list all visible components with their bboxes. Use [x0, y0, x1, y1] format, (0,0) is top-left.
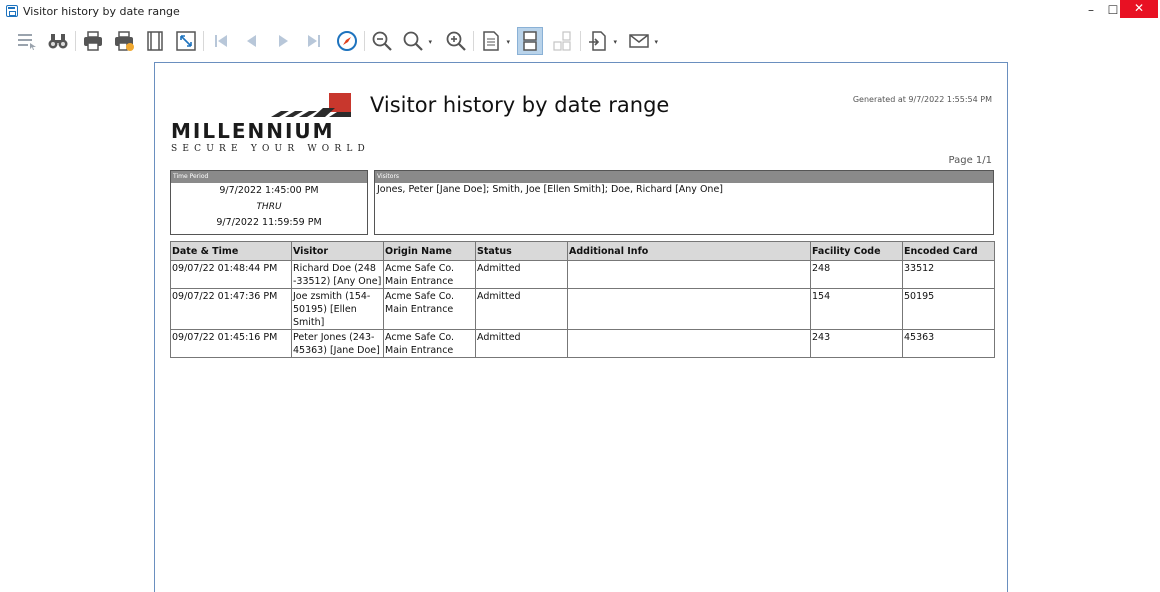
document-viewport[interactable] [0, 58, 1160, 586]
cell-visitor: Peter Jones (243-45363) [Jane Doe] [292, 330, 384, 358]
column-header-status: Status [476, 242, 568, 261]
column-header-origin-name: Origin Name [384, 242, 476, 261]
print-icon[interactable] [80, 27, 106, 55]
column-header-date-time: Date & Time [171, 242, 292, 261]
cell-encoded-card: 33512 [903, 261, 995, 289]
logo-mark-icon [171, 91, 381, 121]
visitors-header: Visitors [375, 171, 993, 183]
cell-date-time: 09/07/22 01:47:36 PM [171, 289, 292, 330]
maximize-button[interactable]: ☐ [1107, 3, 1119, 17]
logo-word: MILLENNIUM [171, 119, 335, 143]
quick-print-icon[interactable] [111, 27, 137, 55]
export-icon[interactable]: ▾ [585, 27, 611, 55]
table-row [171, 330, 995, 358]
visitors-value: Jones, Peter [Jane Doe]; Smith, Joe [Ellen Smith]; Doe, Richard [Any One] [377, 184, 723, 195]
cell-additional-info [568, 330, 811, 358]
time-period-end: 9/7/2022 11:59:59 PM [216, 217, 322, 228]
visitors-box [374, 170, 994, 235]
visitor-history-table [170, 241, 995, 358]
send-email-icon[interactable]: ▾ [626, 27, 652, 55]
report-page [154, 62, 1008, 592]
navigation-icon[interactable] [334, 27, 360, 55]
cell-visitor: Joe zsmith (154-50195) [Ellen Smith] [292, 289, 384, 330]
window-title: Visitor history by date range [23, 5, 180, 18]
minimize-button[interactable]: – [1088, 3, 1094, 17]
logo-tagline: SECURE YOUR WORLD [171, 144, 370, 154]
column-header-encoded-card: Encoded Card [903, 242, 995, 261]
cell-date-time: 09/07/22 01:45:16 PM [171, 330, 292, 358]
cell-encoded-card: 45363 [903, 330, 995, 358]
report-title: Visitor history by date range [370, 93, 670, 117]
zoom-out-icon[interactable] [369, 27, 395, 55]
cell-facility-code: 154 [811, 289, 903, 330]
zoom-icon[interactable]: ▾ [400, 27, 426, 55]
table-row [171, 261, 995, 289]
cell-origin-name: Acme Safe Co. Main Entrance [384, 289, 476, 330]
cell-facility-code: 248 [811, 261, 903, 289]
cell-visitor: Richard Doe (248 -33512) [Any One] [292, 261, 384, 289]
cell-origin-name: Acme Safe Co. Main Entrance [384, 330, 476, 358]
time-period-start: 9/7/2022 1:45:00 PM [219, 185, 319, 196]
find-icon[interactable] [45, 27, 71, 55]
cell-date-time: 09/07/22 01:48:44 PM [171, 261, 292, 289]
table-header-row [171, 242, 995, 261]
cell-facility-code: 243 [811, 330, 903, 358]
time-period-box [170, 170, 368, 235]
millennium-logo [171, 91, 381, 161]
first-page-icon[interactable] [208, 27, 234, 55]
page-layout-icon[interactable]: ▾ [478, 27, 504, 55]
cell-additional-info [568, 261, 811, 289]
next-page-icon[interactable] [270, 27, 296, 55]
cell-encoded-card: 50195 [903, 289, 995, 330]
title-bar [0, 0, 1160, 24]
single-page-icon[interactable] [517, 27, 543, 55]
generated-timestamp: Generated at 9/7/2022 1:55:54 PM [852, 95, 992, 104]
page-setup-icon[interactable] [142, 27, 168, 55]
time-period-header: Time Period [171, 171, 367, 183]
column-header-visitor: Visitor [292, 242, 384, 261]
close-button[interactable]: ✕ [1120, 0, 1158, 18]
last-page-icon[interactable] [301, 27, 327, 55]
column-header-additional-info: Additional Info [568, 242, 811, 261]
zoom-in-icon[interactable] [443, 27, 469, 55]
app-icon [6, 5, 18, 17]
table-row [171, 289, 995, 330]
column-header-facility-code: Facility Code [811, 242, 903, 261]
cell-origin-name: Acme Safe Co. Main Entrance [384, 261, 476, 289]
time-period-thru: THRU [256, 202, 282, 212]
cell-status: Admitted [476, 289, 568, 330]
cell-status: Admitted [476, 261, 568, 289]
toolbar [0, 25, 1160, 57]
page-number: Page 1/1 [948, 155, 992, 166]
previous-page-icon[interactable] [239, 27, 265, 55]
scale-icon[interactable] [173, 27, 199, 55]
multiple-pages-icon[interactable] [549, 27, 575, 55]
document-map-icon[interactable] [14, 27, 40, 55]
cell-status: Admitted [476, 330, 568, 358]
cell-additional-info [568, 289, 811, 330]
